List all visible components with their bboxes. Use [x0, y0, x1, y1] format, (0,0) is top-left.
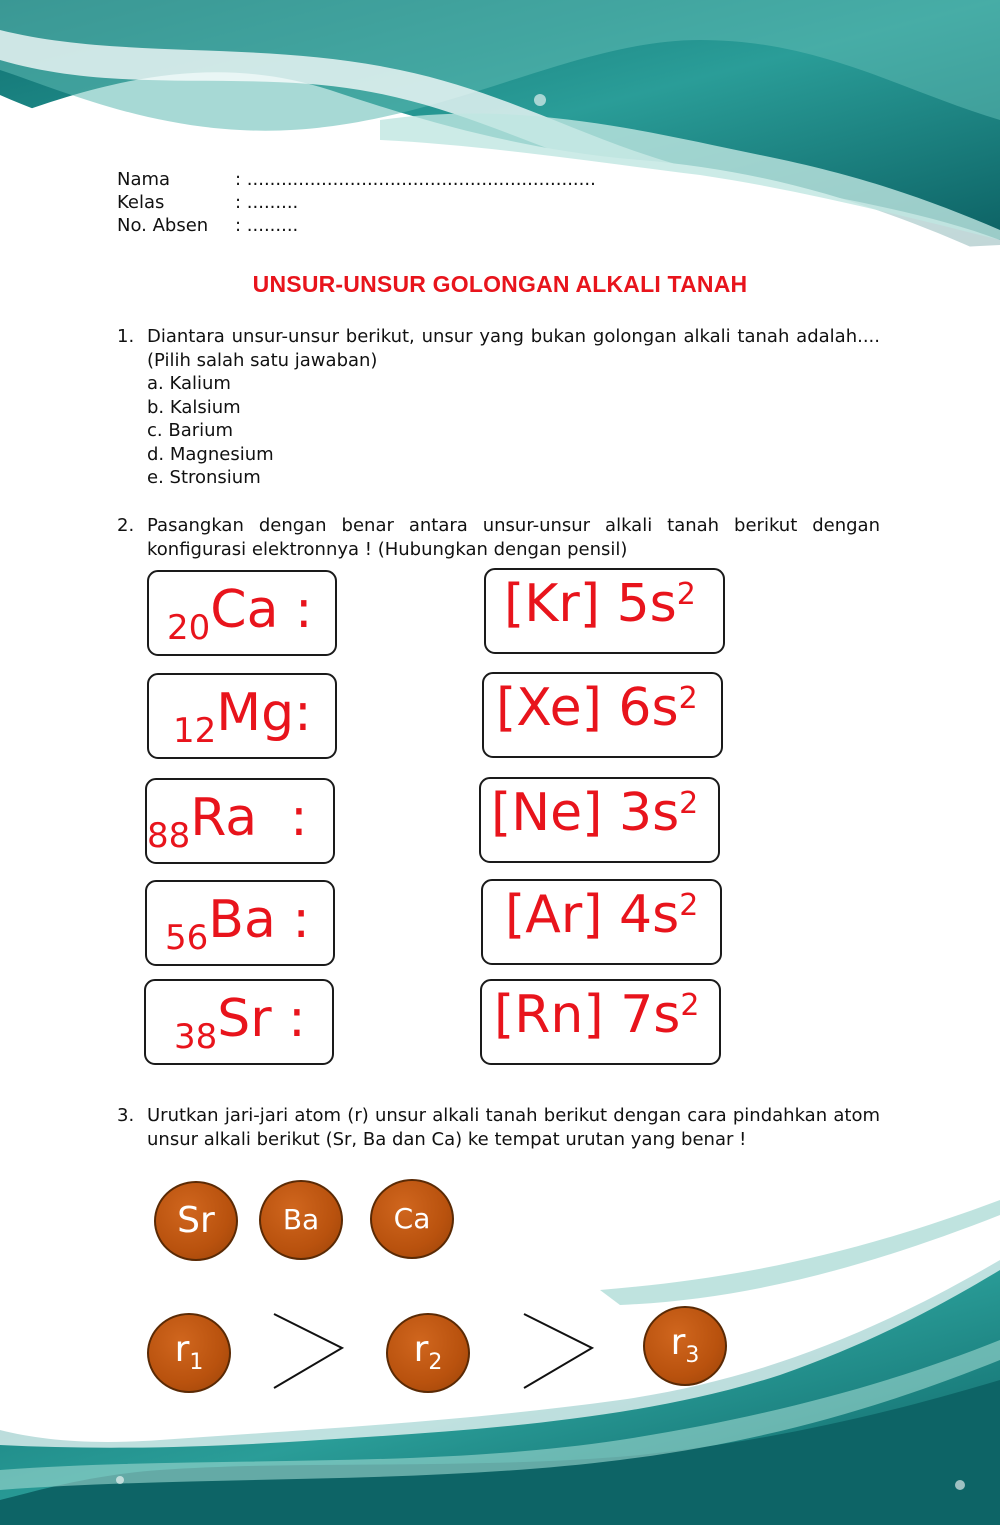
atom-ba-draggable[interactable]: Ba [259, 1180, 343, 1260]
slot-label: r [413, 1329, 429, 1370]
name-blank[interactable]: : ............................................................. [235, 169, 596, 190]
absen-blank[interactable]: : ......... [235, 215, 299, 236]
question-text: Pasangkan dengan benar antara unsur-unsur alkali tanah berikut dengan konfigurasi elektronnya ! (Hubungkan dengan pensil) [147, 515, 880, 560]
absen-field-row [117, 215, 298, 237]
name-label: Nama [117, 169, 171, 190]
config-text: [Rn] 7s [494, 985, 681, 1045]
mass-number: 56 [165, 918, 209, 958]
question-number: 2. [117, 515, 135, 536]
element-box-ca[interactable] [147, 570, 337, 656]
element-symbol: Sr : [217, 989, 306, 1049]
mass-number: 88 [147, 816, 191, 856]
element-symbol: Mg: [216, 683, 312, 743]
mass-number: 38 [174, 1017, 218, 1057]
config-box-rn[interactable] [480, 979, 721, 1065]
question-text: Urutkan jari-jari atom (r) unsur alkali tanah berikut dengan cara pindahkan atom unsur alkali berikut (Sr, Ba dan Ca) ke tempat urutan yang benar ! [147, 1105, 880, 1150]
config-text: [Ne] 3s [491, 783, 680, 843]
slot-subscript: 1 [189, 1350, 204, 1375]
option-b[interactable]: b. Kalsium [147, 396, 241, 418]
worksheet-title: UNSUR-UNSUR GOLONGAN ALKALI TANAH [252, 271, 748, 297]
config-box-kr[interactable] [484, 568, 725, 654]
config-superscript: 2 [676, 577, 696, 612]
mass-number: 20 [167, 608, 211, 648]
config-superscript: 2 [679, 786, 699, 821]
absen-label: No. Absen [117, 215, 209, 236]
question-number: 3. [117, 1105, 135, 1126]
slot-subscript: 3 [685, 1343, 700, 1368]
config-text: [Kr] 5s [504, 574, 677, 634]
option-c[interactable]: c. Barium [147, 420, 234, 441]
element-box-sr[interactable] [144, 979, 334, 1065]
config-superscript: 2 [680, 988, 700, 1023]
greater-than-icon [518, 1310, 598, 1392]
question-3 [117, 1104, 880, 1151]
config-box-ar[interactable] [481, 879, 722, 965]
config-text: [Xe] 6s [496, 678, 679, 738]
slot-r2[interactable] [386, 1313, 470, 1393]
atom-ca-draggable[interactable]: Ca [370, 1179, 454, 1259]
question-number: 1. [117, 326, 135, 347]
class-label: Kelas [117, 192, 165, 213]
element-symbol: Ra : [190, 788, 308, 848]
greater-than-icon [268, 1310, 348, 1392]
class-field-row [117, 192, 298, 214]
option-a[interactable]: a. Kalium [147, 373, 231, 394]
config-text: [Ar] 4s [505, 885, 680, 945]
config-box-ne[interactable] [479, 777, 720, 863]
atom-sr-draggable[interactable]: Sr [154, 1181, 238, 1261]
element-box-ra[interactable] [145, 778, 335, 864]
class-blank[interactable]: : ......... [235, 192, 299, 213]
element-box-ba[interactable] [145, 880, 335, 966]
config-superscript: 2 [679, 888, 699, 923]
mass-number: 12 [173, 711, 217, 751]
element-symbol: Ca : [210, 580, 313, 640]
question-text: Diantara unsur-unsur berikut, unsur yang bukan golongan alkali tanah adalah....(Pilih salah satu jawaban) [147, 326, 880, 371]
element-box-mg[interactable] [147, 673, 337, 759]
name-field-row [117, 169, 596, 191]
element-symbol: Ba : [208, 890, 310, 950]
slot-r1[interactable] [147, 1313, 231, 1393]
slot-r3[interactable] [643, 1306, 727, 1386]
option-d[interactable]: d. Magnesium [147, 443, 274, 465]
question-2 [117, 514, 880, 561]
config-superscript: 2 [678, 681, 698, 716]
slot-label: r [670, 1322, 686, 1363]
slot-label: r [174, 1329, 190, 1370]
option-e[interactable]: e. Stronsium [147, 467, 261, 488]
question-1 [117, 325, 880, 490]
config-box-xe[interactable] [482, 672, 723, 758]
slot-subscript: 2 [428, 1350, 443, 1375]
